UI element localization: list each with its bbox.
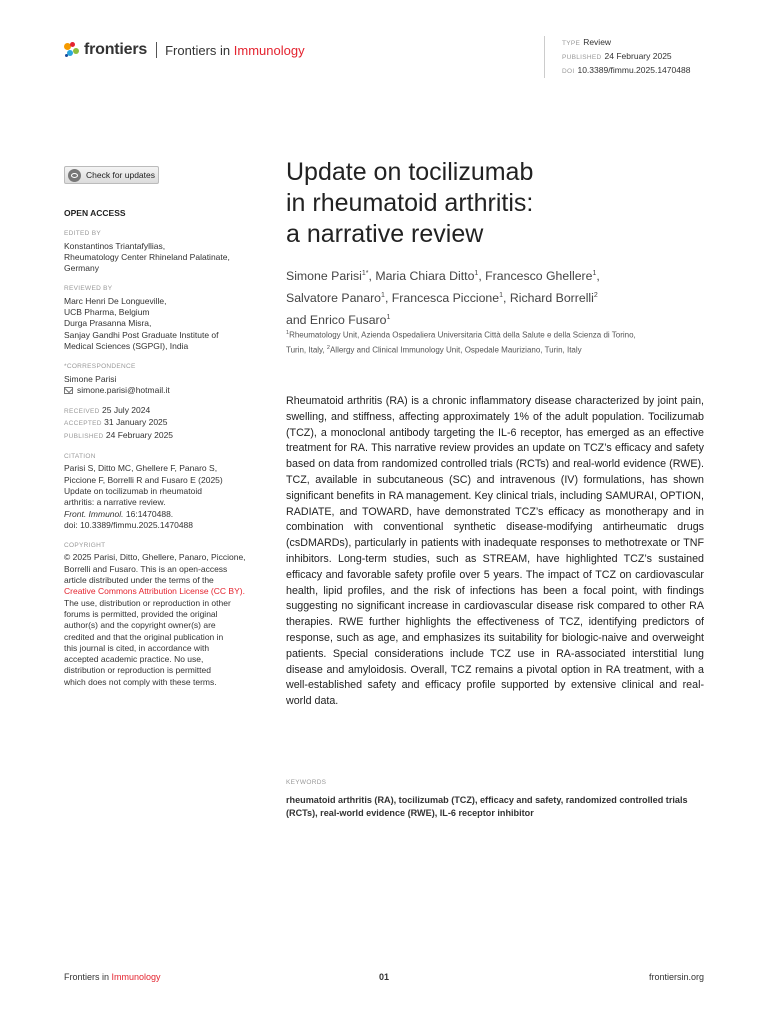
open-access-label: OPEN ACCESS	[64, 208, 126, 218]
reviewed-by-line: Sanjay Gandhi Post Graduate Institute of	[64, 329, 219, 340]
meta-doi-value[interactable]: 10.3389/fimmu.2025.1470488	[577, 65, 691, 75]
accepted-date	[64, 417, 269, 429]
author-name[interactable]: Francesca Piccione	[391, 291, 500, 306]
keywords-label: KEYWORDS	[286, 779, 327, 786]
affiliation-1: Rheumatology Unit, Azienda Ospedaliera Universitaria Città della Salute e della Scienza di Torino,	[289, 330, 636, 340]
author-sep: ,	[503, 291, 510, 306]
citation-line: Update on tocilizumab in rheumatoid	[64, 485, 202, 496]
footer-journal-subject: Immunology	[111, 972, 161, 982]
copyright-line: forums is permitted, provided the original	[64, 608, 218, 619]
author-sep: ,	[368, 269, 376, 284]
author-sep: ,	[384, 291, 392, 306]
reviewed-by-line: Medical Sciences (SGPGI), India	[64, 340, 189, 351]
copyright-line: © 2025 Parisi, Ditto, Ghellere, Panaro, Piccione,	[64, 552, 246, 563]
author-name[interactable]: and Enrico Fusaro	[286, 313, 387, 328]
author-affil: 1	[499, 292, 503, 300]
page-number: 01	[379, 972, 390, 982]
copyright-label: COPYRIGHT	[64, 542, 106, 550]
envelope-icon	[64, 387, 73, 394]
title-line: in rheumatoid arthritis:	[286, 189, 534, 217]
correspondence-email[interactable]: simone.parisi@hotmail.it	[77, 384, 170, 395]
edited-by-section	[64, 228, 269, 274]
author-name[interactable]: Simone Parisi	[286, 269, 362, 284]
title-line: a narrative review	[286, 220, 484, 248]
footer-journal-prefix: Frontiers in	[64, 972, 110, 982]
author-affil: 1	[381, 292, 385, 300]
meta-published-value: 24 February 2025	[604, 51, 672, 61]
meta-published	[562, 50, 690, 64]
correspondence-email-row[interactable]	[64, 385, 269, 396]
license-link[interactable]: Creative Commons Attribution License (CC BY).	[64, 586, 245, 597]
edited-by-line: Rheumatology Center Rhineland Palatinate,	[64, 251, 230, 262]
check-updates-icon	[68, 169, 81, 182]
logo-divider	[156, 42, 157, 58]
affil-sup: 2	[326, 344, 330, 351]
author-name[interactable]: Maria Chiara Ditto	[375, 269, 475, 284]
abstract: Rheumatoid arthritis (RA) is a chronic inflammatory disease characterized by joint pain, swelling, and stiffness, affecting approximately 1% of the adult population. Tocilizumab (TCZ), a monoclonal antibody targeting the IL-6 receptor, has emerged as an effective treatment for RA. This narrative review provides an update on TCZ’s efficacy and safety based on data from randomized controlled trials (RCTs) and real-world evidence (RWE). TCZ, available in subcutaneous (SC) and intravenous (IV) formulations, has shown significant benefits in RA management. Key clinical trials, including SAMURAI, OPTION, RADIATE, and TOWARD, have demonstrated TCZ’s efficacy as monotherapy and in combination with conventional synthetic disease-modifying antirheumatic drugs (csDMARDs), particularly in patients with inadequate responses to methotrexate or TNF inhibitors. Long-term studies, such as STREAM, have highlighted TCZ’s sustained efficacy and favorable safety profile over 5 years. The impact of TCZ on cardiovascular health, lipid profiles, and the risk of infections has been a focal point, with findings suggesting no significant increase in cardiovascular disease risk compared to other RA therapies. RWE further highlights the effectiveness of TCZ, identifying predictors of response, such as age, and emphasizes its suitability for biologic-naive and overweight patients. Special considerations include TCZ use in RA-associated interstitial lung disease and amyloidosis. Overall, TCZ remains a pivotal option in RA treatment, with a well-established safety and efficacy profile supported by extensive clinical and real-world data.	[286, 395, 704, 708]
copyright-line: accepted academic practice. No use,	[64, 654, 204, 665]
author-name[interactable]: Salvatore Panaro	[286, 291, 382, 306]
title-line: Update on tocilizumab	[286, 158, 534, 186]
copyright-line: this journal is cited, in accordance with	[64, 642, 210, 653]
citation-section	[64, 451, 269, 531]
reviewed-by-line: Durga Prasanna Misra,	[64, 318, 152, 329]
copyright-line: article distributed under the terms of the	[64, 575, 214, 586]
published-label: PUBLISHED	[64, 432, 104, 440]
affiliation-1-cont: Turin, Italy,	[286, 345, 327, 355]
author-name[interactable]: Francesco Ghellere	[485, 269, 593, 284]
dates-section	[64, 405, 269, 442]
article-title	[286, 157, 706, 250]
sidebar	[64, 208, 269, 688]
author-line	[286, 286, 706, 308]
copyright-line: distribution or reproduction is permitted	[64, 665, 211, 676]
reviewed-by-line: Marc Henri De Longueville,	[64, 295, 167, 306]
meta-doi-label: DOI	[562, 68, 575, 75]
meta-type	[562, 36, 690, 50]
affiliation-line	[286, 327, 706, 342]
citation-label: CITATION	[64, 453, 96, 461]
citation-line: Parisi S, Ditto MC, Ghellere F, Panaro S,	[64, 463, 218, 474]
journal-name	[165, 43, 304, 58]
meta-type-value: Review	[583, 37, 612, 47]
logo-wordmark: frontiers	[84, 41, 148, 58]
affiliation-2: Allergy and Clinical Immunology Unit, Ospedale Mauriziano, Turin, Italy	[329, 345, 582, 355]
check-updates-label: Check for updates	[86, 170, 155, 180]
footer-journal	[64, 972, 161, 982]
author-sep: ,	[596, 269, 600, 284]
meta-type-label: TYPE	[562, 40, 581, 47]
author-affil: 2	[593, 292, 598, 300]
author-sep: ,	[478, 269, 486, 284]
edited-by-line: Germany	[64, 263, 99, 274]
received-date	[64, 405, 269, 417]
footer-site-link[interactable]: frontiersin.org	[648, 972, 704, 982]
citation-line: arthritis: a narrative review.	[64, 497, 166, 508]
published-value: 24 February 2025	[105, 429, 174, 440]
citation-volume: 16:1470488.	[123, 508, 174, 519]
author-affil: 1*	[361, 270, 369, 277]
frontiers-logo-icon	[64, 42, 80, 58]
copyright-line: Borrelli and Fusaro. This is an open-access	[64, 563, 228, 574]
author-affil: 1	[592, 270, 597, 277]
copyright-line: The use, distribution or reproduction in other	[64, 597, 231, 608]
author-affil: 1	[474, 270, 479, 277]
frontiers-logo[interactable]	[64, 41, 305, 59]
reviewed-by-section	[64, 283, 269, 352]
meta-published-label: PUBLISHED	[562, 54, 602, 61]
keywords: rheumatoid arthritis (RA), tocilizumab (TCZ), efficacy and safety, randomized controlled trials (RCTs), real-world evidence (RWE), IL-6 receptor inhibitor	[286, 795, 688, 818]
affiliation-line	[286, 342, 706, 357]
author-name[interactable]: Richard Borrelli	[509, 291, 594, 306]
correspondence-name: Simone Parisi	[64, 373, 117, 384]
published-date	[64, 430, 269, 442]
accepted-value: 31 January 2025	[104, 417, 168, 428]
reviewed-by-label: REVIEWED BY	[64, 285, 113, 293]
copyright-section	[64, 540, 269, 688]
edited-by-label: EDITED BY	[64, 230, 102, 238]
citation-line: Piccione F, Borrelli R and Fusaro E (2025)	[64, 474, 223, 485]
citation-journal: Front. Immunol.	[64, 508, 124, 519]
reviewed-by-line: UCB Pharma, Belgium	[64, 307, 150, 318]
affil-sup: 1	[286, 330, 290, 336]
copyright-line: credited and that the original publication in	[64, 631, 224, 642]
accepted-label: ACCEPTED	[64, 420, 102, 428]
affiliations	[286, 327, 706, 356]
copyright-line: which does not comply with these terms.	[64, 676, 217, 687]
author-line	[286, 264, 706, 286]
copyright-line: author(s) and the copyright owner(s) are	[64, 620, 216, 631]
correspondence-label: *CORRESPONDENCE	[64, 363, 136, 371]
article-meta	[544, 36, 690, 78]
meta-doi	[562, 64, 690, 78]
received-label: RECEIVED	[64, 408, 100, 416]
received-value: 25 July 2024	[102, 405, 151, 416]
author-affil: 1	[386, 314, 391, 322]
author-list	[286, 264, 706, 330]
journal-subject: Immunology	[233, 42, 305, 58]
citation-journal-line	[64, 509, 269, 520]
correspondence-section	[64, 361, 269, 396]
check-updates-button[interactable]	[64, 166, 159, 184]
journal-prefix: Frontiers in	[165, 42, 231, 58]
edited-by-line: Konstantinos Triantafyllias,	[64, 240, 166, 251]
citation-doi[interactable]: doi: 10.3389/fimmu.2025.1470488	[64, 519, 194, 530]
